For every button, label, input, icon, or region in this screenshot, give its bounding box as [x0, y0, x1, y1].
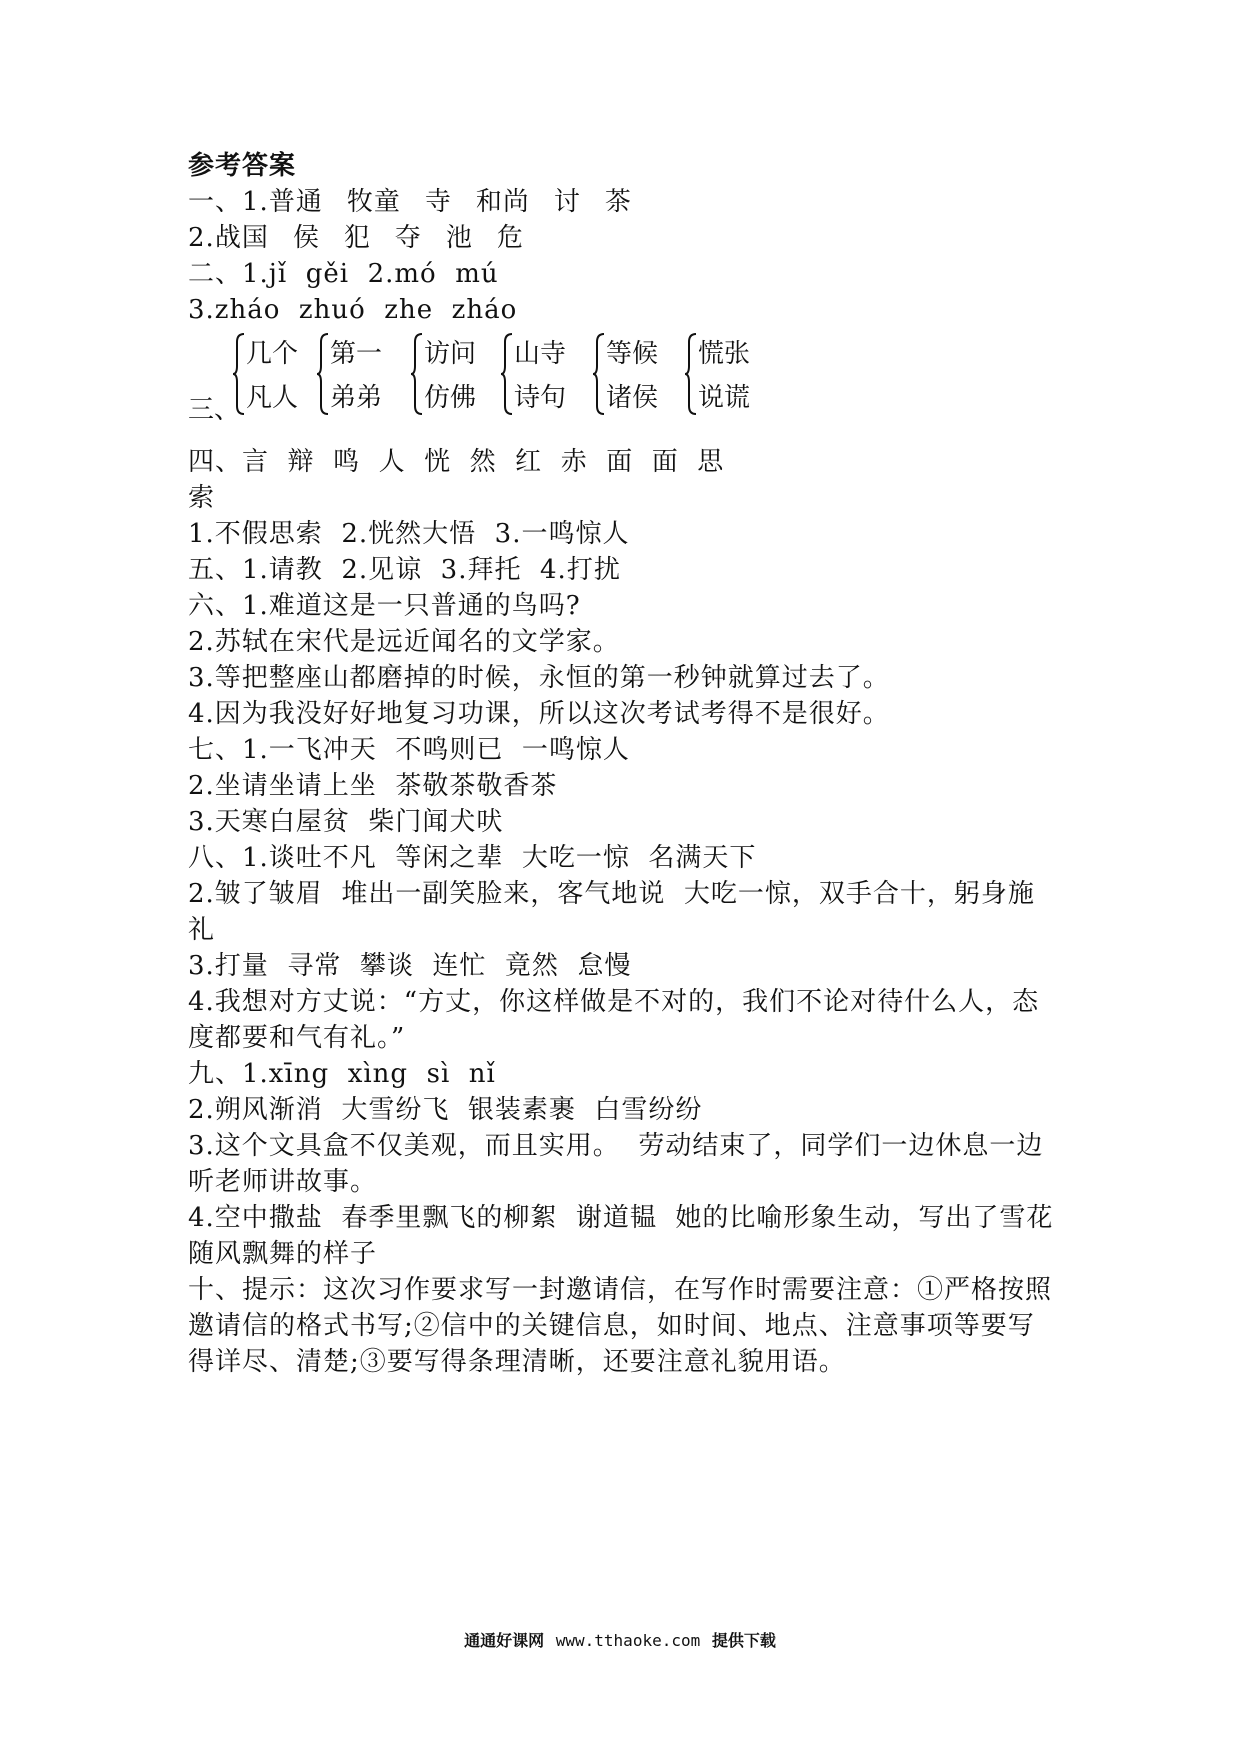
- s1-word: 和尚: [475, 187, 530, 217]
- brace-word-top: 几个: [246, 339, 299, 369]
- s1-word: 牧童: [346, 187, 401, 217]
- brace-icon: [684, 332, 698, 416]
- s6-line3: 3.等把整座山都磨掉的时候，永恒的第一秒钟就算过去了。: [188, 663, 890, 693]
- s8-line3: 3.打量 寻常 攀谈 连忙 竟然 怠慢: [188, 951, 632, 981]
- s6-line2: 2.苏轼在宋代是远近闻名的文学家。: [188, 627, 620, 657]
- s1-line1: [188, 184, 1058, 220]
- s1-word: 战国: [214, 223, 269, 253]
- s1-word: 普通: [268, 187, 323, 217]
- s1-word: 茶: [604, 187, 632, 217]
- answer-document: [188, 148, 1058, 1380]
- s8-line4: 4.我想对方丈说：“方丈，你这样做是不对的，我们不论对待什么人，态度都要和气有礼。”: [188, 987, 1040, 1053]
- s5-line1: 五、1.请教 2.见谅 3.拜托 4.打扰: [188, 555, 621, 585]
- s9-line1: 九、1.xīng xìng sì nǐ: [188, 1059, 496, 1089]
- s3-label: 三、: [188, 395, 241, 425]
- s1-word: 夺: [394, 223, 422, 253]
- s1-word: 池: [445, 223, 473, 253]
- s1-word: 侯: [292, 223, 320, 253]
- brace-word-top: 山寺: [514, 339, 567, 369]
- brace-word-top: 访问: [424, 339, 477, 369]
- brace-icon: [500, 332, 514, 416]
- doc-title: 参考答案: [188, 151, 297, 181]
- s7-line1: 七、1.一飞冲天 不鸣则已 一鸣惊人: [188, 735, 630, 765]
- brace-icon: [316, 332, 330, 416]
- s1-word: 犯: [343, 223, 371, 253]
- footer-site: 通通好课网: [464, 1631, 545, 1650]
- s2-line2: 3.zháo zhuó zhe zháo: [188, 295, 518, 325]
- s1-line2: [188, 220, 1058, 256]
- s9-line2: 2.朔风渐消 大雪纷飞 银装素裹 白雪纷纷: [188, 1095, 703, 1125]
- s10-text: 十、提示：这次习作要求写一封邀请信，在写作时需要注意：①严格按照邀请信的格式书写;②信中的关键信息，如时间、地点、注意事项等要写得详尽、清楚;③要写得条理清晰，还要注意礼貌用语。: [188, 1275, 1053, 1377]
- s8-line1: 八、1.谈吐不凡 等闲之辈 大吃一惊 名满天下: [188, 843, 757, 873]
- brace-word-bottom: 仿佛: [424, 383, 477, 413]
- brace-icon: [410, 332, 424, 416]
- s9-line3: 3.这个文具盒不仅美观，而且实用。 劳动结束了，同学们一边休息一边听老师讲故事。: [188, 1131, 1044, 1197]
- brace-word-bottom: 诗句: [514, 383, 567, 413]
- s4-line3: 1.不假思索 2.恍然大悟 3.一鸣惊人: [188, 519, 630, 549]
- s1-word: 讨: [553, 187, 581, 217]
- s1-word: 寺: [424, 187, 452, 217]
- s8-line2: 2.皱了皱眉 堆出一副笑脸来，客气地说 大吃一惊，双手合十，躬身施礼: [188, 879, 1035, 945]
- footer-url[interactable]: www.tthaoke.com: [555, 1631, 701, 1650]
- s1-word: 危: [496, 223, 524, 253]
- s3-brace-groups: [188, 332, 1058, 444]
- footer-suffix: 提供下载: [711, 1631, 776, 1650]
- s6-line1: 六、1.难道这是一只普通的鸟吗?: [188, 591, 581, 621]
- s6-line4: 4.因为我没好好地复习功课，所以这次考试考得不是很好。: [188, 699, 890, 729]
- brace-icon: [592, 332, 606, 416]
- s2-line1: 二、1.jǐ gěi 2.mó mú: [188, 259, 499, 289]
- brace-word-bottom: 凡人: [246, 383, 299, 413]
- brace-word-top: 第一: [330, 339, 383, 369]
- s1-prefix: 一、1.: [188, 187, 269, 217]
- brace-icon: [232, 332, 246, 416]
- brace-word-bottom: 说谎: [698, 383, 751, 413]
- s7-line3: 3.天寒白屋贫 柴门闻犬吠: [188, 807, 504, 837]
- brace-word-bottom: 弟弟: [330, 383, 383, 413]
- brace-word-bottom: 诸侯: [606, 383, 659, 413]
- s4-line2: 索: [188, 483, 216, 513]
- s4-line1: 四、言 辩 鸣 人 恍 然 红 赤 面 面 思: [188, 447, 725, 477]
- s7-line2: 2.坐请坐请上坐 茶敬茶敬香茶: [188, 771, 558, 801]
- s1-line2-prefix: 2.: [188, 223, 215, 253]
- brace-word-top: 等候: [606, 339, 659, 369]
- brace-word-top: 慌张: [698, 339, 751, 369]
- s9-line4: 4.空中撒盐 春季里飘飞的柳絮 谢道韫 她的比喻形象生动，写出了雪花随风飘舞的样子: [188, 1203, 1054, 1269]
- footer-credit: [0, 1628, 1240, 1651]
